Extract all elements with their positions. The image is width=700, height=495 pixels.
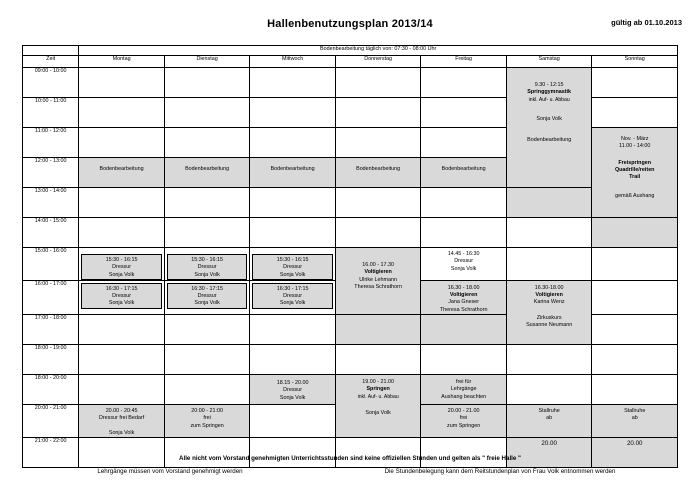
fr-2000-l1: 20.00 - 21.00 — [447, 408, 480, 415]
slot-mo-1700[interactable] — [79, 315, 165, 345]
slot-mi-1500[interactable] — [250, 248, 336, 281]
slot-do-1400[interactable] — [335, 218, 421, 248]
mo-2000-trainer: Sonja Volk — [108, 429, 135, 436]
footer-note-2 — [0, 468, 700, 475]
slot-so-1900[interactable] — [592, 375, 678, 405]
so-block-act2: Quadrille/reiten — [614, 166, 655, 173]
slot-di-1400[interactable] — [164, 218, 250, 248]
footer-note-right: Die Stundenbelegung kann dem Reitstundenplan von Frau Volk entnommen werden — [384, 468, 616, 475]
header-time: Zeit — [23, 56, 79, 68]
time-label: 11:00 - 12:00 — [23, 128, 79, 158]
slot-fr-1630[interactable] — [421, 280, 507, 314]
fr-2000-l2: frei — [459, 415, 468, 422]
do-1900-name: Springen — [366, 386, 390, 393]
do-bodenbearbeitung: Bodenbearbeitung — [356, 166, 401, 172]
slot-mo-1500[interactable] — [79, 248, 165, 281]
header-monday: Montag — [79, 56, 165, 68]
mo-1630-trainer: Sonja Volk — [108, 300, 135, 307]
slot-mo-1400[interactable] — [79, 218, 165, 248]
time-label: 18:00 - 19:00 — [23, 345, 79, 375]
so-nachtruhe-time: 20.00 — [626, 439, 643, 447]
time-label: 09:00 - 10:00 — [23, 68, 79, 98]
fr-1445-trainer: Sonja Volk — [450, 265, 477, 272]
slot-mo-2000-empty[interactable] — [79, 375, 165, 405]
slot-di-0900[interactable] — [164, 68, 250, 98]
di-1500-time: 15:30 - 16:15 — [191, 257, 223, 263]
table-row — [23, 218, 678, 248]
sa-vormittag-boden: Bodenbearbeitung — [527, 136, 572, 143]
so-block-act3: Trail — [629, 174, 641, 181]
time-label: 13:00 - 14:00 — [23, 188, 79, 218]
slot-di-1630[interactable] — [164, 280, 250, 314]
so-block-time: 11.00 - 14:00 — [619, 143, 651, 150]
slot-mi-1800[interactable] — [250, 345, 336, 375]
slot-fr-1700[interactable] — [421, 315, 507, 345]
slot-mi-1400[interactable] — [250, 218, 336, 248]
slot-do-1100[interactable] — [335, 128, 421, 158]
slot-di-1200[interactable] — [164, 158, 250, 188]
slot-sa-nachtruhe[interactable] — [506, 405, 592, 438]
mi-1630-time: 16:30 - 17:15 — [276, 285, 309, 292]
slot-sa-1400[interactable] — [506, 218, 592, 248]
fr-1630-trainer1: Jana Gneser — [448, 299, 480, 306]
slot-mo-1100[interactable] — [79, 128, 165, 158]
page-title: Hallenbenutzungsplan 2013/14 — [267, 18, 433, 30]
footer-note-1: Alle nicht vom Vorstand genehmigten Unterrichtsstunden sind keine offiziellen Stunden und gelten als " freie Halle " — [179, 455, 521, 462]
mo-2000-name: Dressur frei Bedarf — [98, 415, 145, 422]
di-1630-name: Dressur — [197, 293, 217, 300]
sa-vormittag-trainer: Sonja Volk — [536, 116, 562, 123]
table-header-row — [23, 56, 678, 68]
so-nachtruhe-l1: Stallruhe — [624, 408, 646, 415]
sa-1630-time: 16.30-18.00 — [534, 284, 564, 291]
header-sunday: Sonntag — [592, 56, 678, 68]
fr-1630-trainer2: Theresa Schrathorn — [439, 306, 488, 313]
slot-di-1700[interactable] — [164, 315, 250, 345]
sa-nachtruhe-time: 20.00 — [541, 439, 557, 447]
banner-row — [23, 46, 678, 56]
fr-1630-name: Voltigieren — [449, 292, 478, 299]
header-thursday: Donnerstag — [335, 56, 421, 68]
slot-do-1700[interactable] — [335, 315, 421, 345]
do-1600-time: 16.00 - 17.30 — [362, 262, 395, 268]
slot-do-1900[interactable] — [335, 375, 421, 438]
mi-1630-name: Dressur — [283, 293, 303, 300]
slot-mi-1700[interactable] — [250, 315, 336, 345]
mo-1630-name: Dressur — [112, 293, 132, 300]
di-2000-l2: frei — [203, 415, 211, 422]
di-1500-trainer: Sonja Volk — [194, 271, 220, 278]
header-wednesday: Mittwoch — [250, 56, 336, 68]
fr-abend-l3: Aushang beachten — [441, 393, 487, 400]
time-label: 21:00 - 22:00 — [23, 437, 79, 467]
table-row — [23, 188, 678, 218]
slot-fr-1000[interactable] — [421, 98, 507, 128]
slot-mi-1100[interactable] — [250, 128, 336, 158]
so-block-note: gemäß Aushang — [615, 193, 655, 200]
slot-fr-1300[interactable] — [421, 188, 507, 218]
table-row — [23, 68, 678, 98]
slot-sa-vormittag[interactable] — [506, 68, 592, 188]
sa-vormittag-note: inkl. Auf- u. Abbau — [528, 96, 570, 103]
mo-bodenbearbeitung: Bodenbearbeitung — [99, 166, 144, 172]
sa-vormittag-name: Springgymnastik — [527, 89, 572, 96]
time-label: 17:00 - 18:00 — [23, 315, 79, 345]
mi-1815-time: 18.15 - 20.00 — [276, 380, 309, 387]
slot-fr-abend[interactable] — [421, 375, 507, 405]
slot-sa-1800[interactable] — [506, 345, 592, 375]
mo-1500-time: 15:30 - 16:15 — [105, 257, 138, 263]
do-1900-trainer: Sonja Volk — [365, 409, 391, 416]
slot-so-1400[interactable] — [592, 218, 678, 248]
validity-note: gültig ab 01.10.2013 — [611, 18, 682, 27]
mo-1500-name: Dressur — [112, 264, 132, 271]
sa-1630-extra1: Zirkuskurs — [536, 314, 562, 321]
di-1500-name: Dressur — [197, 264, 217, 271]
fr-1445-name: Dressur — [454, 258, 474, 265]
mo-1630-time: 16:30 - 17:15 — [105, 285, 138, 292]
slot-sa-1300[interactable] — [506, 188, 592, 218]
header-tuesday: Dienstag — [164, 56, 250, 68]
mo-2000-time: 20.00 - 20:45 — [105, 408, 138, 415]
fr-1630-time: 16.30 - 18.00 — [447, 284, 480, 291]
di-2000-l3: zum Springen — [190, 422, 224, 429]
header-friday: Freitag — [421, 56, 507, 68]
slot-so-block[interactable] — [592, 128, 678, 218]
slot-fr-1800[interactable] — [421, 345, 507, 375]
slot-so-1700[interactable] — [592, 315, 678, 345]
slot-mi-2100[interactable] — [250, 437, 336, 467]
slot-do-1200[interactable] — [335, 158, 421, 188]
di-bodenbearbeitung: Bodenbearbeitung — [185, 166, 230, 172]
slot-do-1800[interactable] — [335, 345, 421, 375]
so-nachtruhe-l2: ab — [631, 415, 638, 422]
mi-1500-trainer: Sonja Volk — [279, 271, 306, 278]
sa-nachtruhe-l1: Stallruhe — [538, 408, 560, 415]
do-1600-name: Voltigieren — [364, 269, 392, 276]
di-1630-trainer: Sonja Volk — [194, 300, 220, 307]
fr-1445-time: 14.45 - 16:30 — [447, 251, 480, 257]
slot-so-1600[interactable] — [592, 280, 678, 314]
slot-mi-1815[interactable] — [250, 375, 336, 405]
table-row — [23, 375, 678, 405]
table-row — [23, 248, 678, 281]
slot-di-1100[interactable] — [164, 128, 250, 158]
slot-fr-0900[interactable] — [421, 68, 507, 98]
header-saturday: Samstag — [506, 56, 592, 68]
slot-do-1300[interactable] — [335, 188, 421, 218]
mo-1500-trainer: Sonja Volk — [108, 271, 135, 278]
time-label: 20:00 - 21:00 — [23, 405, 79, 438]
slot-mi-2000[interactable] — [250, 405, 336, 438]
mi-1815-trainer: Sonja Volk — [279, 394, 306, 401]
do-1600-trainer2: Theresa Schrathorn — [354, 283, 402, 290]
time-label: 16:00 - 17:00 — [23, 280, 79, 314]
do-1900-note: inkl. Auf- u. Abbau — [357, 393, 399, 400]
sa-1630-extra2: Susanne Neumann — [526, 322, 573, 329]
mi-1630-trainer: Sonja Volk — [279, 300, 306, 307]
mi-1500-time: 15:30 - 16:15 — [276, 257, 309, 263]
time-label: 14:00 - 15:00 — [23, 218, 79, 248]
table-row — [23, 345, 678, 375]
slot-mo-1300[interactable] — [79, 188, 165, 218]
slot-di-1500[interactable] — [164, 248, 250, 281]
di-1630-time: 16:30 - 17:15 — [191, 285, 223, 292]
do-1900-time: 19.00 - 21.00 — [362, 379, 395, 386]
schedule-table — [22, 45, 678, 468]
time-label: 10:00 - 11:00 — [23, 98, 79, 128]
slot-fr-1100[interactable] — [421, 128, 507, 158]
slot-mo-2000[interactable] — [79, 405, 165, 438]
slot-sa-2100[interactable] — [506, 437, 592, 467]
table-row — [23, 437, 678, 467]
time-label: 18:00 - 20:00 — [23, 375, 79, 405]
slot-fr-2000[interactable] — [421, 405, 507, 438]
time-label: 15:00 - 16:00 — [23, 248, 79, 281]
mi-1500-name: Dressur — [283, 264, 303, 271]
slot-so-0900[interactable] — [592, 68, 678, 98]
di-2000-time: 20:00 - 21:00 — [191, 408, 223, 415]
slot-di-1300[interactable] — [164, 188, 250, 218]
slot-so-2100[interactable] — [592, 437, 678, 467]
slot-mo-1200[interactable] — [79, 158, 165, 188]
slot-mo-1800[interactable] — [79, 345, 165, 375]
slot-so-1800[interactable] — [592, 345, 678, 375]
slot-di-1000[interactable] — [164, 98, 250, 128]
slot-sa-1630[interactable] — [506, 280, 592, 344]
slot-mi-1300[interactable] — [250, 188, 336, 218]
footer-note-left: Lehrgänge müssen vom Vorstand genehmigt werden — [97, 468, 243, 475]
fr-2000-l3: zum Springen — [447, 422, 481, 429]
slot-di-1900[interactable] — [164, 375, 250, 405]
slot-do-0900[interactable] — [335, 68, 421, 98]
slot-do-1600[interactable] — [335, 248, 421, 315]
slot-di-1800[interactable] — [164, 345, 250, 375]
slot-mo-1630[interactable] — [79, 280, 165, 314]
slot-sa-1900[interactable] — [506, 375, 592, 405]
fr-bodenbearbeitung: Bodenbearbeitung — [441, 166, 486, 172]
slot-fr-1200[interactable] — [421, 158, 507, 188]
slot-do-2100[interactable] — [335, 437, 421, 467]
slot-mo-0900[interactable] — [79, 68, 165, 98]
slot-mo-1000[interactable] — [79, 98, 165, 128]
slot-fr-1400[interactable] — [421, 218, 507, 248]
do-1600-trainer1: Ulrike Lehmann — [359, 276, 398, 283]
sa-vormittag-time: 9.30 - 12:15 — [534, 82, 564, 88]
sa-nachtruhe-l2: ab — [546, 415, 553, 422]
slot-so-nachtruhe[interactable] — [592, 405, 678, 438]
slot-mo-2100[interactable] — [79, 437, 165, 467]
mi-1815-name: Dressur — [283, 387, 303, 394]
slot-fr-2100[interactable] — [421, 437, 507, 467]
slot-di-2000[interactable] — [164, 405, 250, 438]
fr-abend-l2: Lehrgänge — [450, 386, 477, 393]
slot-sa-1500[interactable] — [506, 248, 592, 281]
time-label: 12:00 - 13:00 — [23, 158, 79, 188]
slot-di-2100[interactable] — [164, 437, 250, 467]
slot-mi-0900[interactable] — [250, 68, 336, 98]
sa-1630-name: Voltigieren — [535, 292, 563, 299]
mi-bodenbearbeitung: Bodenbearbeitung — [270, 166, 315, 172]
so-block-season: Nov. - März — [620, 136, 649, 142]
slot-so-1000[interactable] — [592, 98, 678, 128]
slot-mi-1200[interactable] — [250, 158, 336, 188]
slot-do-1000[interactable] — [335, 98, 421, 128]
slot-mi-1000[interactable] — [250, 98, 336, 128]
slot-so-1500[interactable] — [592, 248, 678, 281]
banner-text: Bodenbearbeitung täglich von: 07:30 - 08:00 Uhr — [79, 46, 678, 56]
slot-mi-1630[interactable] — [250, 280, 336, 314]
slot-fr-1445[interactable] — [421, 248, 507, 281]
sa-1630-trainer: Karina Wenz — [533, 299, 565, 306]
so-block-act1: Freispringen — [618, 159, 652, 166]
banner-time-spacer — [23, 46, 79, 56]
fr-abend-l1: frei für — [456, 379, 472, 386]
